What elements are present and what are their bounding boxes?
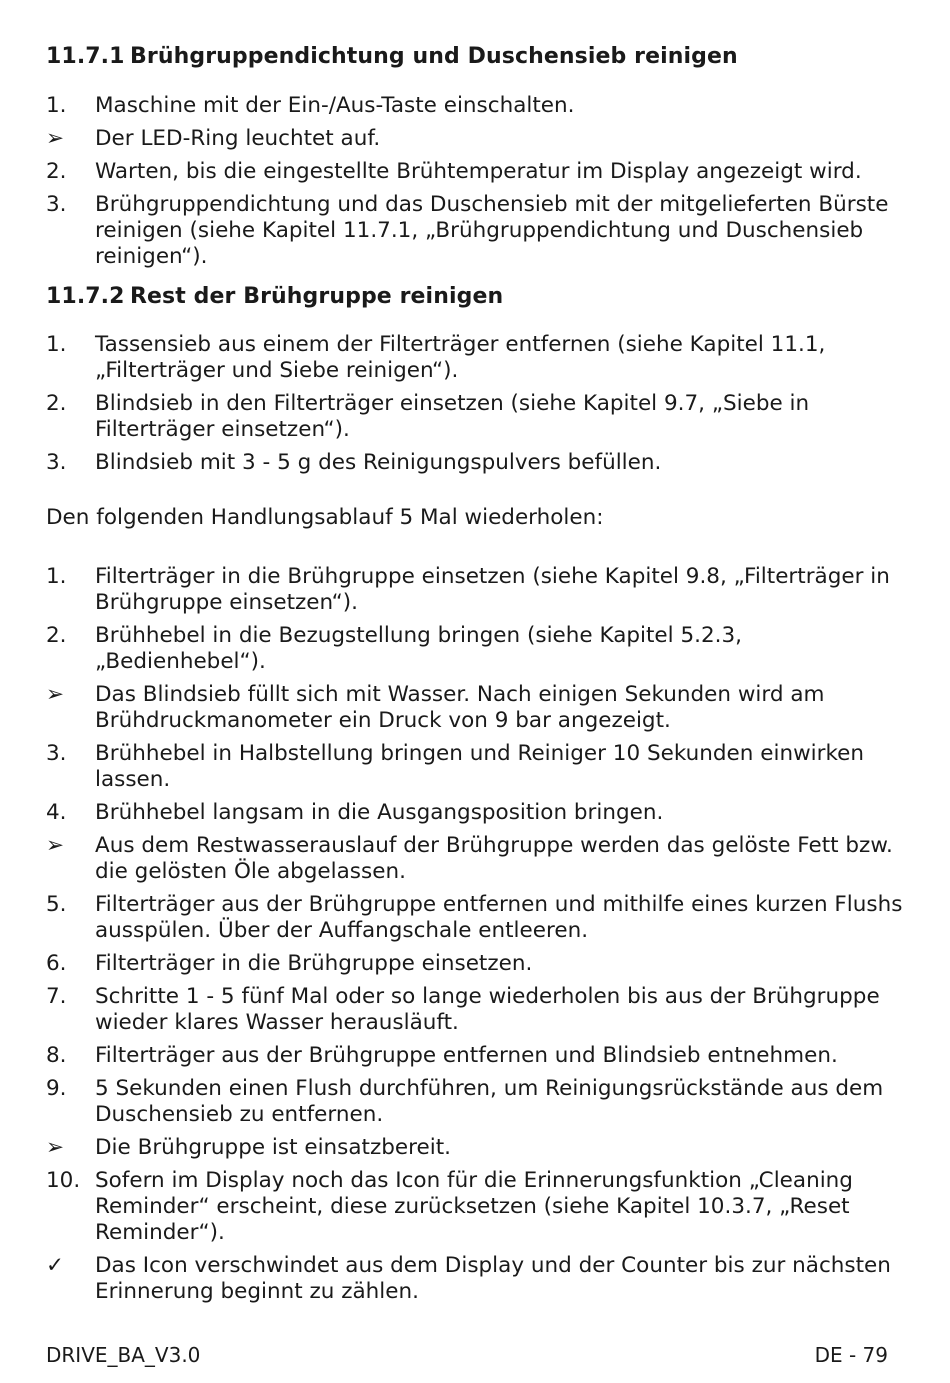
list-item bbox=[46, 332, 904, 384]
list-item bbox=[46, 892, 904, 944]
step-number: 2. bbox=[46, 623, 67, 648]
step-number: 3. bbox=[46, 741, 67, 766]
list-item bbox=[46, 682, 904, 734]
list-item bbox=[46, 93, 904, 119]
arrow-bullet-icon: ➢ bbox=[46, 833, 65, 858]
step-text: Brühhebel in die Bezugstellung bringen (siehe Kapitel 5.2.3, „Bedienhebel“). bbox=[95, 623, 742, 674]
section-heading-11-7-2 bbox=[46, 282, 904, 312]
step-number: 7. bbox=[46, 984, 67, 1009]
list-item bbox=[46, 741, 904, 793]
result-text: Der LED-Ring leuchtet auf. bbox=[95, 126, 381, 151]
result-text: Die Brühgruppe ist einsatzbereit. bbox=[95, 1135, 451, 1160]
repeat-steps-list bbox=[46, 564, 904, 1305]
step-text: Brühhebel in Halbstellung bringen und Reiniger 10 Sekunden einwirken lassen. bbox=[95, 741, 865, 792]
result-text: Das Blindsieb füllt sich mit Wasser. Nach einigen Sekunden wird am Brühdruckmanometer ein Druck von 9 bar angezeigt. bbox=[95, 682, 825, 733]
step-text: Brühgruppendichtung und das Duschensieb mit der mitgelieferten Bürste reinigen (siehe Kapitel 11.7.1, „Brühgruppendichtung und Duschensieb reinigen“). bbox=[95, 192, 889, 269]
step-text: Schritte 1 - 5 fünf Mal oder so lange wiederholen bis aus der Brühgruppe wieder klares Wasser herausläuft. bbox=[95, 984, 880, 1035]
list-item bbox=[46, 1043, 904, 1069]
list-item bbox=[46, 564, 904, 616]
step-text: Sofern im Display noch das Icon für die Erinnerungsfunktion „Cleaning Reminder“ erscheint, diese zurücksetzen (siehe Kapitel 10.3.7, „Reset Reminder“). bbox=[95, 1168, 853, 1245]
list-item bbox=[46, 450, 904, 476]
step-text: Blindsieb in den Filterträger einsetzen (siehe Kapitel 9.7, „Siebe in Filterträger einsetzen“). bbox=[95, 391, 810, 442]
section-number: 11.7.2 bbox=[46, 284, 125, 309]
step-number: 2. bbox=[46, 159, 67, 184]
step-number: 6. bbox=[46, 951, 67, 976]
step-text: Maschine mit der Ein-/Aus-Taste einschalten. bbox=[95, 93, 575, 118]
result-text: Das Icon verschwindet aus dem Display und der Counter bis zur nächsten Erinnerung beginnt zu zählen. bbox=[95, 1253, 891, 1304]
step-number: 9. bbox=[46, 1076, 67, 1101]
step-text: Filterträger aus der Brühgruppe entfernen und Blindsieb entnehmen. bbox=[95, 1043, 838, 1068]
step-text: Filterträger in die Brühgruppe einsetzen (siehe Kapitel 9.8, „Filterträger in Brühgruppe einsetzen“). bbox=[95, 564, 890, 615]
section-number: 11.7.1 bbox=[46, 44, 125, 69]
list-item bbox=[46, 623, 904, 675]
checkmark-icon: ✓ bbox=[46, 1253, 65, 1278]
step-number: 1. bbox=[46, 564, 67, 589]
section-title: Brühgruppendichtung und Duschensieb reinigen bbox=[130, 44, 738, 69]
section-heading-11-7-1 bbox=[46, 42, 904, 72]
list-item bbox=[46, 391, 904, 443]
step-number: 10. bbox=[46, 1168, 81, 1193]
step-text: Blindsieb mit 3 - 5 g des Reinigungspulvers befüllen. bbox=[95, 450, 662, 475]
step-text: Brühhebel langsam in die Ausgangsposition bringen. bbox=[95, 800, 664, 825]
step-number: 1. bbox=[46, 93, 67, 118]
list-item bbox=[46, 192, 904, 270]
step-number: 3. bbox=[46, 450, 67, 475]
section-title: Rest der Brühgruppe reinigen bbox=[130, 284, 504, 309]
list-item bbox=[46, 126, 904, 152]
step-number: 1. bbox=[46, 332, 67, 357]
step-number: 4. bbox=[46, 800, 67, 825]
page-number: DE - 79 bbox=[814, 1343, 888, 1367]
list-item bbox=[46, 800, 904, 826]
step-text: Filterträger aus der Brühgruppe entfernen und mithilfe eines kurzen Flushs ausspülen. Über der Auffangschale entleeren. bbox=[95, 892, 903, 943]
step-text: 5 Sekunden einen Flush durchführen, um Reinigungsrückstände aus dem Duschensieb zu entfernen. bbox=[95, 1076, 884, 1127]
repeat-instruction: Den folgenden Handlungsablauf 5 Mal wiederholen: bbox=[46, 505, 604, 530]
list-item bbox=[46, 159, 904, 185]
list-item bbox=[46, 1253, 904, 1305]
step-text: Tassensieb aus einem der Filterträger entfernen (siehe Kapitel 11.1, „Filterträger und Siebe reinigen“). bbox=[95, 332, 826, 383]
instruction-list-1 bbox=[46, 93, 904, 270]
list-item bbox=[46, 1076, 904, 1128]
list-item bbox=[46, 1135, 904, 1161]
list-item bbox=[46, 951, 904, 977]
instruction-list-2 bbox=[46, 332, 904, 476]
document-version: DRIVE_BA_V3.0 bbox=[46, 1343, 201, 1367]
list-item bbox=[46, 984, 904, 1036]
result-text: Aus dem Restwasserauslauf der Brühgruppe werden das gelöste Fett bzw. die gelösten Öle abgelassen. bbox=[95, 833, 893, 884]
step-number: 3. bbox=[46, 192, 67, 217]
list-item bbox=[46, 833, 904, 885]
step-number: 8. bbox=[46, 1043, 67, 1068]
document-page bbox=[46, 42, 904, 1305]
list-item bbox=[46, 1168, 904, 1246]
step-text: Filterträger in die Brühgruppe einsetzen. bbox=[95, 951, 533, 976]
arrow-bullet-icon: ➢ bbox=[46, 126, 65, 151]
arrow-bullet-icon: ➢ bbox=[46, 682, 65, 707]
page-footer bbox=[46, 1343, 888, 1367]
step-text: Warten, bis die eingestellte Brühtemperatur im Display angezeigt wird. bbox=[95, 159, 862, 184]
step-number: 2. bbox=[46, 391, 67, 416]
arrow-bullet-icon: ➢ bbox=[46, 1135, 65, 1160]
step-number: 5. bbox=[46, 892, 67, 917]
